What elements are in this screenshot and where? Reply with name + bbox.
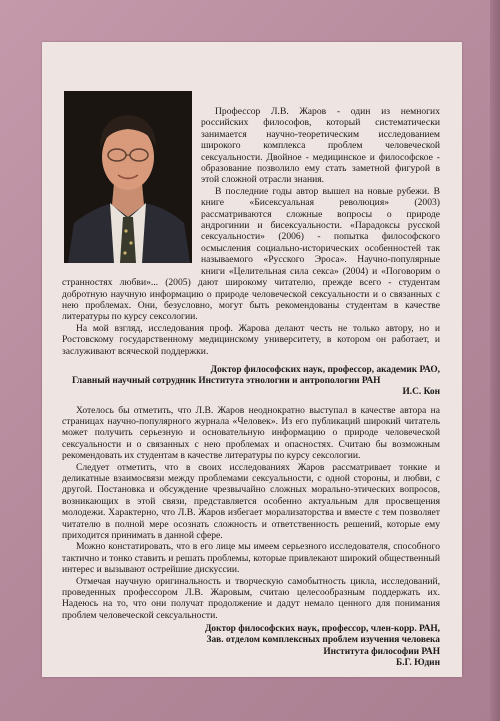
- review2-paragraph: Можно констатировать, что в его лице мы имеем серьезного исследователя, способного тактично и тонко ставить и решать проблемы, которые привлекают широкий общественный интерес и вызывают острейшие дискуссии.: [62, 541, 440, 576]
- review1-paragraph: В последние годы автор вышел на новые рубежи. В книге «Бисексуальная революция» (2003) рассматриваются сложные вопросы о природе андрогинии и бисексуальности. «Парадоксы русской сексуальности» (2006) - попытка философского осмысления социально-исторических особенностей так называемого «Русского Эроса». Научно-популярные книги «Целительная сила секса» (2004) и «Поговорим о странностях любви»... (2005) дают широкому читателю, прежде всего - студентам добротную научную информацию о природе человеческой сексуальности и о связанных с нею проблемах. Они, безусловно, могут быть рекомендованы студентам в качестве литературы по курсу сексологии.: [62, 185, 440, 323]
- review1-paragraph: На мой взгляд, исследования проф. Жарова делают честь не только автору, но и Ростовскому государственному медицинскому университету, в котором он работает, и заслуживают всяческой поддержки.: [62, 322, 440, 357]
- review1-signature: [62, 365, 440, 399]
- signature-name: И.С. Кон: [402, 387, 440, 398]
- review2-signature: [62, 624, 440, 669]
- review2-paragraph: Отмечая научную оригинальность и творческую самобытность цикла, исследований, проведенных профессором Л.В. Жаровым, считаю целесообразным поддержать их. Надеюсь на то, что они получат продолжение и дадут немало ценного для понимания проблем человеческой сексуальности.: [62, 575, 440, 621]
- reviews-text: [62, 106, 440, 675]
- text-panel: [42, 42, 462, 677]
- photo-spacer: [62, 106, 201, 266]
- signature-line: Доктор философских наук, профессор, член-корр. РАН,: [204, 624, 440, 635]
- signature-line: Главный научный сотрудник Института этнологии и антропологии РАН: [72, 376, 381, 387]
- review1-paragraph: Профессор Л.В. Жаров - один из немногих российских философов, который систематически занимается научно-теоретическим исследованием широкого комплекса проблем человеческой сексуальности. Двойное - медицинское и философское - образование позволило ему стать заметной фигурой в этой сложной отрасли знания.: [201, 106, 440, 186]
- review2-paragraph: Хотелось бы отметить, что Л.В. Жаров неоднократно выступал в качестве автора на страницах научно-популярного журнала «Человек». Из его публикаций широкий читатель может получить серьезную и основательную информацию о природе человеческой сексуальности и о связанных с нею проблемах и опасностях. Считаю бы возможным рекомендовать их студентам в качестве литературы по курсу сексологии.: [62, 404, 440, 462]
- review2-paragraph: Следует отметить, что в своих исследованиях Жаров рассматривает тонкие и деликатные взаимосвязи между проблемами сексуальности, с одной стороны, и любви, с другой. Постановка и обсуждение чрезвычайно сложных морально-этических вопросов, возникающих в этой связи, представляется особенно актуальным для просвещения молодежи. Характерно, что Л.В. Жаров избегает морализаторства и вместе с тем позволяет читателю в полной мере осознать сложность и ответственность решений, которые ему приходится принимать в данной сфере.: [62, 461, 440, 542]
- cover-edge: [490, 0, 500, 721]
- signature-line: Института философии РАН: [323, 646, 440, 657]
- signature-name: Б.Г. Юдин: [395, 657, 440, 668]
- signature-line: Доктор философских наук, профессор, академик РАО,: [210, 364, 440, 375]
- signature-line: Зав. отделом комплексных проблем изучения человека: [206, 635, 440, 646]
